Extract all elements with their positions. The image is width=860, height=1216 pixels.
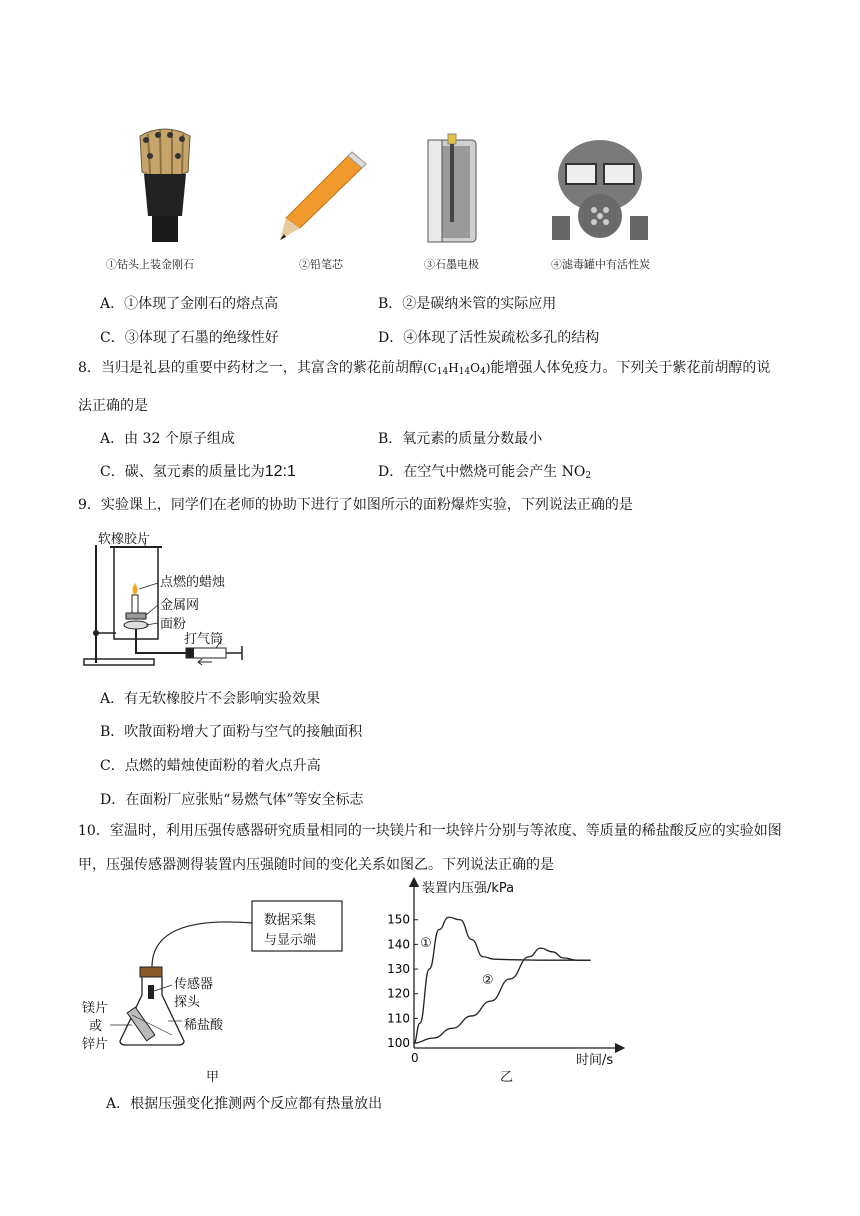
q10-option-a[interactable]: A．根据压强变化推测两个反应都有热量放出 xyxy=(106,1096,383,1112)
x-axis-label: 时间/s xyxy=(576,1053,614,1068)
y-tick-label: 150 xyxy=(387,912,410,927)
q7-option-d[interactable]: D．④体现了活性炭疏松多孔的结构 xyxy=(378,330,600,346)
label-mesh: 金属网 xyxy=(160,598,200,613)
label-zn: 锌片 xyxy=(82,1037,109,1052)
label-sensor: 传感器 xyxy=(174,977,214,992)
q9-option-c[interactable]: C．点燃的蜡烛使面粉的着火点升高 xyxy=(100,758,321,774)
y-tick-label: 130 xyxy=(387,962,410,977)
series-line-1 xyxy=(414,917,591,1043)
series-2-label: ② xyxy=(482,973,494,988)
graphite-electrode-image xyxy=(422,132,482,246)
label-probe: 探头 xyxy=(174,995,201,1010)
y-tick-label: 100 xyxy=(387,1036,410,1051)
drill-bit-image xyxy=(130,126,200,246)
y-tick-label: 120 xyxy=(387,986,410,1001)
label-pump: 打气筒 xyxy=(184,632,224,647)
q8-stem xyxy=(78,351,782,423)
q9-stem: 9．实验课上，同学们在老师的协助下进行了如图所示的面粉爆炸实验，下列说法正确的是 xyxy=(78,497,633,513)
q8-option-b[interactable]: B．氧元素的质量分数最小 xyxy=(378,431,543,447)
q7-option-c[interactable]: C．③体现了石墨的绝缘性好 xyxy=(100,330,279,346)
box-text-1: 数据采集 xyxy=(264,913,317,928)
label-rubber: 软橡胶片 xyxy=(98,532,151,547)
label-acid: 稀盐酸 xyxy=(184,1018,224,1033)
gas-mask-image xyxy=(548,136,652,246)
q9-option-b[interactable]: B．吹散面粉增大了面粉与空气的接触面积 xyxy=(100,724,363,740)
series-1-label: ① xyxy=(420,936,432,951)
pencil-image xyxy=(270,148,370,244)
q8-stem-post: 能增强人体免疫力。下列关于紫花前胡醇的说法正确的是 xyxy=(78,360,771,414)
caption-jia: 甲 xyxy=(206,1070,220,1085)
q10-stem: 10．室温时，利用压强传感器研究质量相同的一块镁片和一块锌片分别与等浓度、等质量的稀盐酸反应的实验如图甲，压强传感器测得装置内压强随时间的变化关系如图乙。下列说法正确的是 xyxy=(78,823,782,873)
label-candle: 点燃的蜡烛 xyxy=(160,575,226,590)
caption-yi: 乙 xyxy=(500,1070,514,1085)
pressure-chart xyxy=(370,874,640,1074)
q8-option-a[interactable]: A．由 32 个原子组成 xyxy=(100,431,235,447)
box-text-2: 与显示端 xyxy=(264,933,317,948)
caption-electrode: ③石墨电极 xyxy=(424,258,479,271)
caption-pencil: ②铅笔芯 xyxy=(299,258,343,271)
label-flour: 面粉 xyxy=(160,617,187,632)
y-tick-label: 110 xyxy=(387,1011,410,1026)
series-line-2 xyxy=(414,948,591,1043)
q7-option-b[interactable]: B．②是碳纳米管的实际应用 xyxy=(378,296,557,312)
origin-label: 0 xyxy=(411,1051,419,1065)
caption-gas-mask: ④滤毒罐中有活性炭 xyxy=(551,258,650,271)
q9-option-d[interactable]: D．在面粉厂应张贴“易燃气体”等安全标志 xyxy=(100,792,364,808)
q9-option-a[interactable]: A．有无软橡胶片不会影响实验效果 xyxy=(100,691,321,707)
q8-option-d[interactable]: D．在空气中燃烧可能会产生 $NO_2$ xyxy=(378,464,592,481)
q8-formula: $(C_{14}H_{14}O_4)$ xyxy=(422,361,491,377)
y-axis-label: 装置内压强/kPa xyxy=(422,881,515,896)
caption-drill: ①钻头上装金刚石 xyxy=(106,258,194,271)
q7-image-row xyxy=(90,118,690,278)
q8-stem-pre: 8．当归是礼县的重要中药材之一，其富含的紫花前胡醇 xyxy=(78,360,423,376)
label-mg: 镁片 xyxy=(82,1001,109,1016)
q8-option-c[interactable]: C．碳、氢元素的质量比为12:1 xyxy=(100,463,296,480)
y-tick-label: 140 xyxy=(387,937,410,952)
q7-option-a[interactable]: A．①体现了金刚石的熔点高 xyxy=(100,296,279,312)
label-or: 或 xyxy=(89,1019,103,1034)
